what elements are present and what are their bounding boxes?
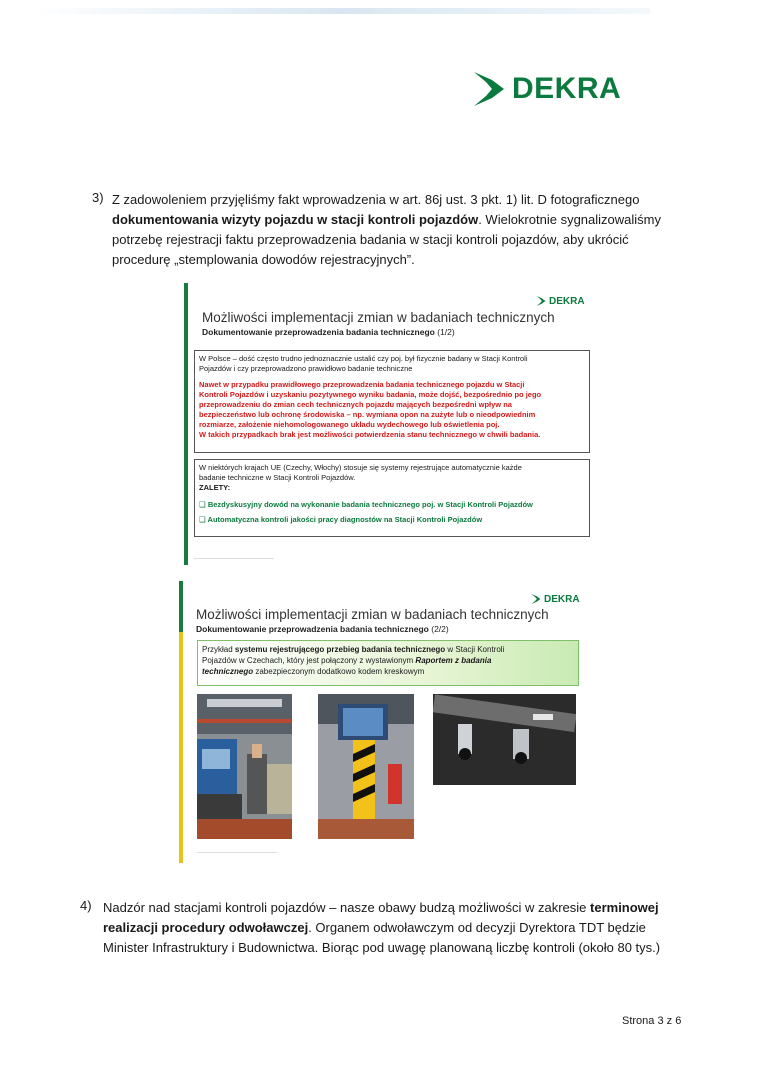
slide-2-green-box bbox=[197, 640, 579, 686]
photo-camera-station-image bbox=[318, 694, 414, 839]
slide-1-logo bbox=[536, 295, 585, 307]
item-4-line-1-text: Nadzór nad stacjami kontroli pojazdów – nasze obawy budzą możliwości w zakresie bbox=[103, 900, 591, 915]
slide-1-footer-line bbox=[194, 558, 274, 559]
slide-1 bbox=[184, 283, 596, 565]
slide-2-subtitle-text: Dokumentowanie przeprowadzenia badania technicznego bbox=[196, 624, 429, 634]
item-3-line-3: potrzebę rejestracji faktu przeprowadzenia badania w stacji kontroli pojazdów, aby ukrócić bbox=[112, 232, 629, 247]
slide-2-subtitle bbox=[196, 624, 449, 634]
slide-1-box-1-line-1: W Polsce – dość często trudno jednoznacznie ustalić czy poj. był fizycznie badany w Stacji Kontroli bbox=[199, 354, 528, 363]
slide-2-g3b: zabezpieczonym dodatkowo kodem kreskowym bbox=[253, 667, 425, 676]
slide-2-g1b: systemu rejestrującego przebieg badania technicznego bbox=[234, 645, 446, 654]
slide-1-box-1 bbox=[194, 350, 590, 453]
item-4-paragraph bbox=[103, 898, 681, 958]
slide-2-green-line-1 bbox=[202, 644, 574, 655]
slide-1-advantage-1-text: Bezdyskusyjny dowód na wykonanie badania technicznego poj. w Stacji Kontroli Pojazdów bbox=[207, 500, 533, 509]
slide-1-box-2-line-2: badanie techniczne w Stacji Kontroli Pojazdów. bbox=[199, 473, 356, 482]
slide-2-footer-line bbox=[197, 852, 277, 853]
slide-1-red-line-0: Nawet w przypadku prawidłowego przeprowadzenia badania technicznego pojazdu w Stacji bbox=[199, 380, 525, 389]
photo-ceiling-camera bbox=[433, 694, 576, 785]
checkbox-icon: ❑ bbox=[199, 500, 208, 509]
slide-1-advantage-1 bbox=[199, 500, 585, 510]
slide-2-g2a: Pojazdów w Czechach, który jest połączony z wystawionym bbox=[202, 656, 416, 665]
slide-1-subtitle-text: Dokumentowanie przeprowadzenia badania technicznego bbox=[202, 327, 435, 337]
item-3-line-1: Z zadowoleniem przyjęliśmy fakt wprowadzenia w art. 86j ust. 3 pkt. 1) lit. D fotograficznego bbox=[112, 192, 640, 207]
item-3-line-2 bbox=[112, 210, 692, 230]
item-4-line-2-rest: . Organem odwoławczym od decyzji Dyrektora TDT będzie bbox=[308, 920, 646, 935]
page-number: Strona 3 z 6 bbox=[622, 1015, 682, 1027]
item-3-bold: dokumentowania wizyty pojazdu w stacji kontroli pojazdów bbox=[112, 212, 479, 227]
dekra-mini-mark-icon bbox=[536, 295, 546, 307]
item-4-line-1 bbox=[103, 898, 681, 918]
slide-1-box-2 bbox=[194, 459, 590, 537]
item-4-line-2 bbox=[103, 918, 681, 938]
slide-2-g1a: Przykład bbox=[202, 645, 235, 654]
slide-2-green-line-3 bbox=[202, 666, 574, 677]
slide-1-red-line-4: rozmiarze, założenie niehomologowanego układu wydechowego lub oświetlenia poj. bbox=[199, 420, 500, 429]
photo-camera-station bbox=[318, 694, 414, 839]
slide-2-subtitle-num: (2/2) bbox=[431, 624, 449, 634]
item-3-number: 3) bbox=[92, 190, 104, 205]
slide-1-title: Możliwości implementacji zmian w badaniach technicznych bbox=[202, 310, 555, 325]
item-4-number: 4) bbox=[80, 898, 92, 913]
slide-2-g1c: w Stacji Kontroli bbox=[445, 645, 505, 654]
dekra-logo bbox=[472, 70, 621, 108]
photo-ceiling-camera-image bbox=[433, 694, 576, 785]
slide-1-accent-bar bbox=[184, 283, 188, 565]
slide-2-logo bbox=[531, 593, 580, 605]
photo-inspection-garage bbox=[197, 694, 292, 839]
slide-1-advantage-2 bbox=[199, 515, 585, 525]
item-3-paragraph bbox=[112, 190, 692, 270]
item-4-line-3: Minister Infrastruktury i Budownictwa. Biorąc pod uwagę planowaną liczbę kontroli (około 80 tys.) bbox=[103, 940, 661, 955]
dekra-logo-text: DEKRA bbox=[512, 72, 622, 105]
checkbox-icon: ❑ bbox=[199, 515, 208, 524]
slide-1-red-line-5: W takich przypadkach brak jest możliwości potwierdzenia stanu technicznego w chwili badania. bbox=[199, 430, 541, 439]
slide-2-title: Możliwości implementacji zmian w badaniach technicznych bbox=[196, 607, 549, 622]
slide-2-g2b: Raportem z badania bbox=[415, 656, 492, 665]
slide-2-g3a: technicznego bbox=[202, 667, 254, 676]
item-3-line-2-rest: . Wielokrotnie sygnalizowaliśmy bbox=[478, 212, 661, 227]
scan-artifact-band bbox=[30, 8, 650, 14]
slide-1-red-line-3: bezpieczeństwo lub ochronę środowiska – np. wymiana opon na zużyte lub o nieodpowiednim bbox=[199, 410, 536, 419]
item-3-line-4: procedurę „stemplowania dowodów rejestracyjnych”. bbox=[112, 252, 415, 267]
slide-1-subtitle bbox=[202, 327, 455, 337]
dekra-logo-mark-icon bbox=[472, 70, 506, 108]
dekra-mini-mark-icon bbox=[531, 593, 541, 605]
slide-2-green-line-2 bbox=[202, 655, 574, 666]
slide-2-logo-text: DEKRA bbox=[544, 593, 580, 605]
photo-inspection-garage-image bbox=[197, 694, 292, 839]
slide-1-advantage-2-text: Automatyczna kontroli jakości pracy diagnostów na Stacji Kontroli Pojazdów bbox=[207, 515, 483, 524]
slide-1-box-2-line-1: W niektórych krajach UE (Czechy, Włochy) stosuje się systemy rejestrujące automatycznie każde bbox=[199, 463, 522, 472]
slide-1-logo-text: DEKRA bbox=[549, 295, 585, 307]
slide-1-red-line-2: przeprowadzeniu do zmian cech technicznych pojazdu mających bezpośredni wpływ na bbox=[199, 400, 512, 409]
slide-2 bbox=[179, 581, 594, 863]
slide-1-box-1-line-2: Pojazdów i czy przeprowadzono prawidłowo badanie techniczne bbox=[199, 364, 413, 373]
slide-2-accent-bar bbox=[179, 581, 183, 863]
slide-1-red-line-1: Kontroli Pojazdów i uzyskaniu pozytywnego wyniku badania, może dojść, bezpośrednio po jego bbox=[199, 390, 542, 399]
item-4-bold-1: terminowej bbox=[590, 900, 659, 915]
slide-1-zalety: ZALETY: bbox=[199, 483, 231, 492]
item-4-bold-2: realizacji procedury odwoławczej bbox=[103, 920, 309, 935]
slide-1-subtitle-num: (1/2) bbox=[437, 327, 455, 337]
